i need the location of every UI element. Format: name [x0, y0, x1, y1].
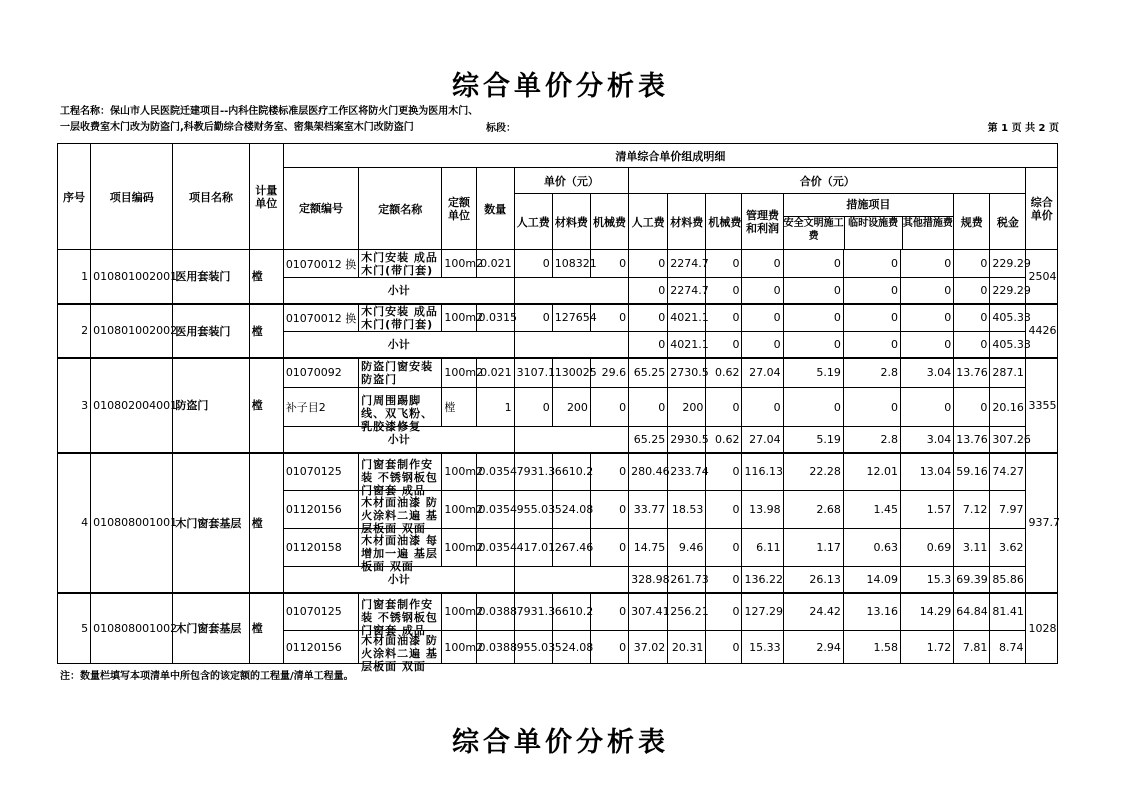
cell-u-mach: 0	[590, 250, 628, 278]
cell-safety: 0	[783, 304, 843, 332]
subtotal-safety: 0	[783, 278, 843, 304]
subtotal-t-labor: 65.25	[629, 427, 668, 453]
quota-code: 01120156	[283, 491, 358, 529]
quota-code: 01120158	[283, 529, 358, 567]
page-info: 第 1 页 共 2 页	[987, 123, 1059, 134]
cell-t-labor: 0	[629, 388, 668, 427]
cell-safety: 1.17	[783, 529, 843, 567]
cell-other: 1.57	[901, 491, 954, 529]
cell-t-mat: 233.74	[668, 453, 706, 491]
subtotal-t-labor: 0	[629, 278, 668, 304]
cell-fee: 64.84	[954, 593, 990, 631]
cell-u-mach: 0	[590, 304, 628, 332]
cell-tax: 74.27	[990, 453, 1026, 491]
cell-tax: 3.62	[990, 529, 1026, 567]
cell-fee: 59.16	[954, 453, 990, 491]
cell-t-mgmt: 15.33	[742, 631, 783, 664]
cell-safety: 24.42	[783, 593, 843, 631]
item-seq: 3	[58, 358, 91, 453]
table-row	[58, 453, 1058, 491]
cell-t-labor: 65.25	[629, 358, 668, 388]
header-unit-price: 单价（元）	[514, 168, 628, 194]
cell-t-labor: 307.41	[629, 593, 668, 631]
subtotal-label: 小计	[283, 567, 514, 593]
subtotal-spacer	[514, 332, 628, 358]
subtotal-safety: 5.19	[783, 427, 843, 453]
subtotal-temp: 0	[843, 332, 900, 358]
subtotal-t-mach: 0	[706, 567, 742, 593]
header-u-material: 材料费	[552, 194, 590, 250]
quota-name-text: 木材面油漆 防火涂料二遍 基层板面 双面	[361, 496, 438, 535]
subtotal-other: 0	[901, 278, 954, 304]
subtotal-t-mgmt: 0	[742, 332, 783, 358]
cell-t-mgmt: 27.04	[742, 358, 783, 388]
header-unit: 计量单位	[249, 144, 283, 250]
subtotal-fee: 0	[954, 332, 990, 358]
quota-qty: 0.0354	[476, 453, 514, 491]
subtotal-t-mat: 261.73	[668, 567, 706, 593]
cell-u-mat: 108321	[552, 250, 590, 278]
subtotal-t-mgmt: 27.04	[742, 427, 783, 453]
header-other: 其他措施费	[902, 218, 953, 229]
header-fee: 规费	[954, 194, 990, 250]
cell-fee: 7.81	[954, 631, 990, 664]
subtotal-other: 0	[901, 332, 954, 358]
cell-t-mach: 0	[706, 453, 742, 491]
header-composition: 清单综合单价组成明细	[283, 144, 1057, 168]
cell-fee: 13.76	[954, 358, 990, 388]
quota-qty: 0.0354	[476, 529, 514, 567]
subtotal-safety: 0	[783, 332, 843, 358]
item-composite: 3355	[1026, 358, 1058, 453]
cell-safety: 22.28	[783, 453, 843, 491]
subtotal-fee: 0	[954, 278, 990, 304]
subtotal-t-mach: 0	[706, 332, 742, 358]
subtotal-t-mat: 2274.7	[668, 278, 706, 304]
quota-qty: 0.021	[476, 250, 514, 278]
cell-u-mat: 524.08	[552, 491, 590, 529]
cell-other: 14.29	[901, 593, 954, 631]
cell-temp: 1.45	[843, 491, 900, 529]
quota-unit: 100m2	[442, 250, 476, 278]
quota-name	[359, 529, 442, 573]
cell-u-mat: 130025	[552, 358, 590, 388]
quota-name	[359, 250, 442, 278]
cell-tax: 8.74	[990, 631, 1026, 664]
cell-t-mach: 0.62	[706, 358, 742, 388]
subtotal-t-mgmt: 0	[742, 278, 783, 304]
header-seq: 序号	[58, 144, 91, 250]
subtotal-t-labor: 0	[629, 332, 668, 358]
cell-other: 0	[901, 388, 954, 427]
header-u-machine: 机械费	[590, 194, 628, 250]
header-total-price: 合价（元）	[629, 168, 1026, 194]
quota-qty: 0.0388	[476, 593, 514, 631]
quota-qty: 0.0315	[476, 304, 514, 332]
cell-safety: 0	[783, 250, 843, 278]
cell-t-mach: 0	[706, 304, 742, 332]
subtotal-t-mgmt: 136.22	[742, 567, 783, 593]
table-row	[58, 593, 1058, 631]
cell-t-mgmt: 116.13	[742, 453, 783, 491]
item-name: 木门窗套基层	[173, 593, 249, 664]
header-measures: 措施项目	[784, 194, 954, 217]
header-tax: 税金	[990, 194, 1026, 250]
quota-name-text: 门窗套制作安装 不锈钢板包门窗套 成品	[361, 598, 438, 638]
cell-temp: 0	[843, 388, 900, 427]
quota-qty: 0.0354	[476, 491, 514, 529]
item-composite: 1028	[1026, 593, 1058, 664]
item-code: 010808001002	[91, 593, 173, 664]
header-qty: 数量	[476, 168, 514, 250]
item-code: 010801002002	[91, 304, 173, 358]
subtotal-temp: 2.8	[843, 427, 900, 453]
cell-u-mach: 0	[590, 491, 628, 529]
cell-fee: 0	[954, 250, 990, 278]
cell-tax: 287.1	[990, 358, 1026, 388]
subtotal-t-mat: 2930.5	[668, 427, 706, 453]
cell-u-mat: 524.08	[552, 631, 590, 664]
cell-safety: 2.94	[783, 631, 843, 664]
cell-temp: 12.01	[843, 453, 900, 491]
item-unit: 樘	[249, 250, 283, 304]
cell-u-mach: 0	[590, 529, 628, 567]
item-seq: 5	[58, 593, 91, 664]
quota-name	[359, 304, 442, 332]
header-measures-block	[783, 194, 954, 250]
cell-other: 1.72	[901, 631, 954, 664]
cell-t-mgmt: 127.29	[742, 593, 783, 631]
cell-u-labor: 417.01	[514, 529, 552, 567]
cell-tax: 20.16	[990, 388, 1026, 427]
header-temp: 临时设施费	[845, 217, 903, 249]
cell-t-mach: 0	[706, 250, 742, 278]
header-u-labor: 人工费	[514, 194, 552, 250]
item-seq: 4	[58, 453, 91, 593]
cell-t-mat: 9.46	[668, 529, 706, 567]
section-label: 标段：	[486, 123, 516, 134]
quota-qty: 0.021	[476, 358, 514, 388]
item-composite: 937.7	[1026, 453, 1058, 593]
item-composite: 2504	[1026, 250, 1058, 304]
cell-u-labor: 0	[514, 304, 552, 332]
next-page-title: 综合单价分析表	[452, 727, 669, 758]
subtotal-fee: 13.76	[954, 427, 990, 453]
subtotal-other: 15.3	[901, 567, 954, 593]
subtotal-tax: 405.33	[990, 332, 1026, 358]
quota-unit: 100m2	[442, 529, 476, 567]
quota-name	[359, 388, 442, 433]
header-composite: 综合单价	[1026, 168, 1058, 250]
quota-unit: 100m2	[442, 453, 476, 491]
item-unit: 樘	[249, 358, 283, 453]
header-mgmt: 管理费和利润	[742, 194, 783, 250]
item-code: 010808001001	[91, 453, 173, 593]
quota-name	[359, 453, 442, 498]
cell-u-labor: 0	[514, 388, 552, 427]
item-name: 医用套装门	[173, 250, 249, 304]
cell-t-labor: 33.77	[629, 491, 668, 529]
quota-code: 01070125	[283, 453, 358, 491]
subtotal-other: 3.04	[901, 427, 954, 453]
subtotal-safety: 26.13	[783, 567, 843, 593]
subtotal-label: 小计	[283, 332, 514, 358]
item-composite: 4426	[1026, 304, 1058, 358]
cell-u-labor: 7931.3	[514, 453, 552, 491]
quota-code: 01070092	[283, 358, 358, 388]
cell-u-labor: 0	[514, 250, 552, 278]
subtotal-spacer	[514, 278, 628, 304]
quota-qty: 1	[476, 388, 514, 427]
cell-t-labor: 280.46	[629, 453, 668, 491]
cell-t-mgmt: 0	[742, 388, 783, 427]
cell-t-mach: 0	[706, 491, 742, 529]
cell-u-labor: 7931.3	[514, 593, 552, 631]
header-t-material: 材料费	[668, 194, 706, 250]
cell-t-mat: 2730.5	[668, 358, 706, 388]
cell-temp: 0.63	[843, 529, 900, 567]
table-body	[58, 250, 1060, 673]
quota-name-text: 门窗套制作安装 不锈钢板包门窗套 成品	[361, 458, 438, 498]
cell-other: 0.69	[901, 529, 954, 567]
header-t-machine: 机械费	[706, 194, 742, 250]
quota-name	[359, 491, 442, 535]
quota-unit: 100m2	[442, 593, 476, 631]
subtotal-temp: 14.09	[843, 567, 900, 593]
quota-name	[359, 631, 442, 673]
item-name: 木门窗套基层	[173, 453, 249, 593]
cell-t-labor: 37.02	[629, 631, 668, 664]
cell-t-labor: 14.75	[629, 529, 668, 567]
cell-t-labor: 0	[629, 250, 668, 278]
item-code: 010801002001	[91, 250, 173, 304]
cell-t-mach: 0	[706, 388, 742, 427]
cell-u-mat: 200	[552, 388, 590, 427]
quota-name	[359, 358, 442, 388]
cell-u-mach: 0	[590, 388, 628, 427]
header-safety: 安全文明施工费	[784, 217, 845, 249]
cell-safety: 2.68	[783, 491, 843, 529]
cell-t-mat: 4021.1	[668, 304, 706, 332]
quota-code: 补子目2	[283, 388, 358, 427]
subtotal-label: 小计	[283, 427, 514, 453]
cell-t-labor: 0	[629, 304, 668, 332]
cell-u-labor: 955.03	[514, 631, 552, 664]
cell-safety: 5.19	[783, 358, 843, 388]
quota-name-text: 木材面油漆 每增加一遍 基层板面 双面	[361, 534, 438, 573]
header-name: 项目名称	[173, 144, 249, 250]
subtotal-fee: 69.39	[954, 567, 990, 593]
quota-code: 01120156	[283, 631, 358, 664]
quota-unit: 100m2	[442, 491, 476, 529]
quota-qty: 0.0388	[476, 631, 514, 664]
cell-temp: 1.58	[843, 631, 900, 664]
table-row	[58, 358, 1058, 388]
item-unit: 樘	[249, 304, 283, 358]
cell-t-mat: 256.21	[668, 593, 706, 631]
quota-code: 01070012 换	[283, 304, 358, 332]
subtotal-tax: 229.29	[990, 278, 1026, 304]
cell-t-mat: 2274.7	[668, 250, 706, 278]
quota-unit: 100m2	[442, 304, 476, 332]
cell-u-mach: 29.6	[590, 358, 628, 388]
project-name: 工程名称：保山市人民医院迁建项目--内科住院楼标准层医疗工作区将防火门更换为医用木门、一层收费室木门改为防盗门,科教后勤综合楼财务室、密集架档案室木门改防盗门	[60, 106, 479, 133]
cell-u-mach: 0	[590, 453, 628, 491]
unit-price-analysis-table	[57, 143, 1060, 673]
cell-u-labor: 3107.1	[514, 358, 552, 388]
cell-fee: 3.11	[954, 529, 990, 567]
item-seq: 2	[58, 304, 91, 358]
cell-t-mach: 0	[706, 593, 742, 631]
item-name: 防盗门	[173, 358, 249, 453]
quota-name-text: 防盗门窗安装 防盗门	[361, 359, 434, 386]
cell-temp: 13.16	[843, 593, 900, 631]
cell-u-mat: 127654	[552, 304, 590, 332]
cell-t-mgmt: 0	[742, 250, 783, 278]
cell-t-mgmt: 6.11	[742, 529, 783, 567]
cell-tax: 405.33	[990, 304, 1026, 332]
quota-name-text: 木门安装 成品木门(带门套)	[361, 250, 438, 277]
quota-name-text: 门周围踢脚线、双飞粉、乳胶漆修复	[361, 393, 434, 433]
cell-u-labor: 955.03	[514, 491, 552, 529]
cell-other: 3.04	[901, 358, 954, 388]
item-name: 医用套装门	[173, 304, 249, 358]
cell-other: 0	[901, 250, 954, 278]
header-quota-code: 定额编号	[283, 168, 358, 250]
cell-t-mat: 18.53	[668, 491, 706, 529]
cell-t-mgmt: 0	[742, 304, 783, 332]
cell-u-mach: 0	[590, 631, 628, 664]
cell-u-mat: 6610.2	[552, 593, 590, 631]
cell-u-mat: 6610.2	[552, 453, 590, 491]
header-code: 项目编码	[91, 144, 173, 250]
header-quota-unit: 定额单位	[442, 168, 476, 250]
cell-fee: 0	[954, 304, 990, 332]
quota-name-text: 木门安装 成品木门(带门套)	[361, 304, 438, 331]
cell-t-mach: 0	[706, 631, 742, 664]
subtotal-t-mat: 4021.1	[668, 332, 706, 358]
cell-t-mgmt: 13.98	[742, 491, 783, 529]
page-title: 综合单价分析表	[452, 71, 669, 102]
cell-t-mach: 0	[706, 529, 742, 567]
cell-t-mat: 20.31	[668, 631, 706, 664]
subtotal-t-mach: 0	[706, 278, 742, 304]
footnote: 注：数量栏填写本项清单中所包含的该定额的工程量/清单工程量。	[60, 671, 354, 682]
cell-temp: 2.8	[843, 358, 900, 388]
cell-fee: 7.12	[954, 491, 990, 529]
quota-name	[359, 593, 442, 638]
table-row	[58, 250, 1058, 278]
cell-temp: 0	[843, 250, 900, 278]
item-unit: 樘	[249, 593, 283, 664]
cell-other: 0	[901, 304, 954, 332]
cell-tax: 81.41	[990, 593, 1026, 631]
cell-t-mat: 200	[668, 388, 706, 427]
quota-unit: 樘	[442, 388, 476, 427]
table-row	[58, 304, 1058, 332]
subtotal-temp: 0	[843, 278, 900, 304]
subtotal-spacer	[514, 567, 628, 593]
quota-code: 01070012 换	[283, 250, 358, 278]
quota-unit: 100m2	[442, 631, 476, 664]
quota-name-text: 木材面油漆 防火涂料二遍 基层板面 双面	[361, 633, 438, 673]
quota-unit: 100m2	[442, 358, 476, 388]
subtotal-label: 小计	[283, 278, 514, 304]
header-quota-name: 定额名称	[359, 168, 442, 250]
subtotal-tax: 307.26	[990, 427, 1026, 453]
item-code: 010802004001	[91, 358, 173, 453]
subtotal-t-mach: 0.62	[706, 427, 742, 453]
cell-safety: 0	[783, 388, 843, 427]
cell-temp: 0	[843, 304, 900, 332]
cell-u-mat: 267.46	[552, 529, 590, 567]
subtotal-tax: 85.86	[990, 567, 1026, 593]
header-t-labor: 人工费	[629, 194, 668, 250]
cell-u-mach: 0	[590, 593, 628, 631]
item-unit: 樘	[249, 453, 283, 593]
quota-code: 01070125	[283, 593, 358, 631]
cell-other: 13.04	[901, 453, 954, 491]
item-seq: 1	[58, 250, 91, 304]
cell-tax: 7.97	[990, 491, 1026, 529]
subtotal-spacer	[514, 427, 628, 453]
cell-tax: 229.29	[990, 250, 1026, 278]
cell-fee: 0	[954, 388, 990, 427]
subtotal-t-labor: 328.98	[629, 567, 668, 593]
